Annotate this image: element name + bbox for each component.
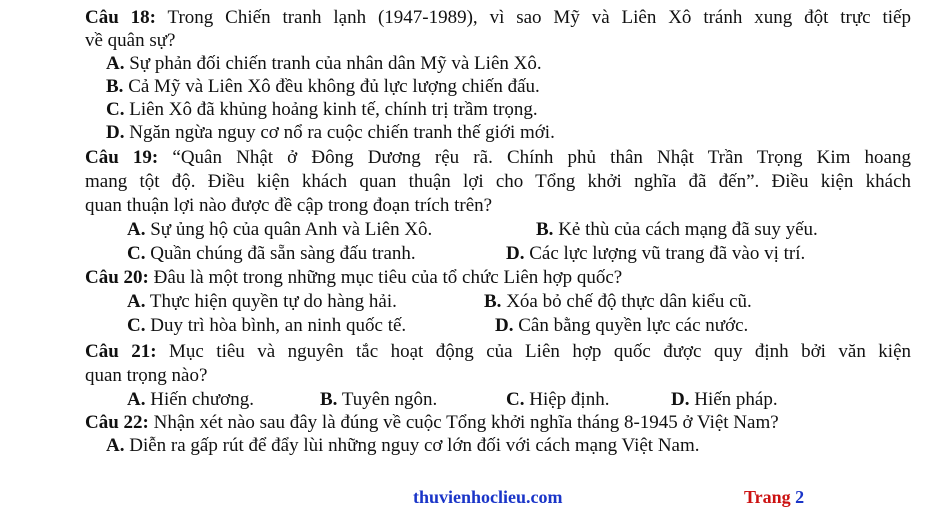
footer-page-number: Trang 2: [744, 487, 805, 507]
q21-option-a: A. Hiến chương.: [127, 389, 254, 410]
q19-stem-line-2: mang tột độ. Điều kiện khách quan thuận lợi cho Tổng khởi nghĩa đã đến”. Điều kiện khách: [85, 171, 911, 192]
q19-option-b: B. Kẻ thù của cách mạng đã suy yếu.: [536, 219, 818, 240]
q20-stem-line-1: Câu 20: Đâu là một trong những mục tiêu của tổ chức Liên hợp quốc?: [85, 267, 623, 288]
q18-label: Câu 18:: [85, 7, 156, 28]
q21-stem-line-1: Câu 21: Mục tiêu và nguyên tắc hoạt động của Liên hợp quốc được quy định bởi văn kiện: [85, 341, 912, 362]
q22-stem-line-1: Câu 22: Nhận xét nào sau đây là đúng về cuộc Tổng khởi nghĩa tháng 8-1945 ở Việt Nam?: [85, 412, 779, 433]
q20-option-a: A. Thực hiện quyền tự do hàng hải.: [127, 291, 397, 312]
q21-option-c: C. Hiệp định.: [506, 389, 610, 410]
q20-label: Câu 20:: [85, 267, 149, 288]
q19-option-c: C. Quần chúng đã sẵn sàng đấu tranh.: [127, 243, 416, 264]
q18-option-d: D. Ngăn ngừa nguy cơ nổ ra cuộc chiến tranh thế giới mới.: [106, 122, 555, 143]
q22-option-a: A. Diễn ra gấp rút để đẩy lùi những nguy cơ lớn đối với cách mạng Việt Nam.: [106, 435, 700, 456]
q19-label: Câu 19:: [85, 147, 159, 168]
q19-option-a: A. Sự ủng hộ của quân Anh và Liên Xô.: [127, 219, 433, 240]
q20-option-b: B. Xóa bỏ chế độ thực dân kiểu cũ.: [484, 291, 752, 312]
q20-option-d: D. Cân bằng quyền lực các nước.: [495, 315, 749, 336]
q21-label: Câu 21:: [85, 341, 157, 362]
q18-stem-line-2: về quân sự?: [85, 30, 176, 51]
q18-option-a: A. Sự phản đối chiến tranh của nhân dân Mỹ và Liên Xô.: [106, 53, 542, 74]
q19-stem-line-1: Câu 19: “Quân Nhật ở Đông Dương rệu rã. Chính phủ thân Nhật Trần Trọng Kim hoang: [85, 147, 911, 168]
q19-option-d: D. Các lực lượng vũ trang đã vào vị trí.: [506, 243, 806, 264]
q18-option-c: C. Liên Xô đã khủng hoảng kinh tế, chính trị trầm trọng.: [106, 99, 538, 120]
q18-stem-line-1: Câu 18: Trong Chiến tranh lạnh (1947-1989), vì sao Mỹ và Liên Xô tránh xung đột trực tiếp: [85, 7, 911, 28]
q21-option-d: D. Hiến pháp.: [671, 389, 778, 410]
footer-site-link[interactable]: thuvienhoclieu.com: [413, 487, 563, 507]
q19-stem-line-3: quan thuận lợi nào được đề cập trong đoạn trích trên?: [85, 195, 493, 216]
q21-option-b: B. Tuyên ngôn.: [320, 389, 438, 410]
q20-option-c: C. Duy trì hòa bình, an ninh quốc tế.: [127, 315, 407, 336]
q22-label: Câu 22:: [85, 412, 149, 433]
q18-option-b: B. Cả Mỹ và Liên Xô đều không đủ lực lượng chiến đấu.: [106, 76, 540, 97]
q21-stem-line-2: quan trọng nào?: [85, 365, 208, 386]
